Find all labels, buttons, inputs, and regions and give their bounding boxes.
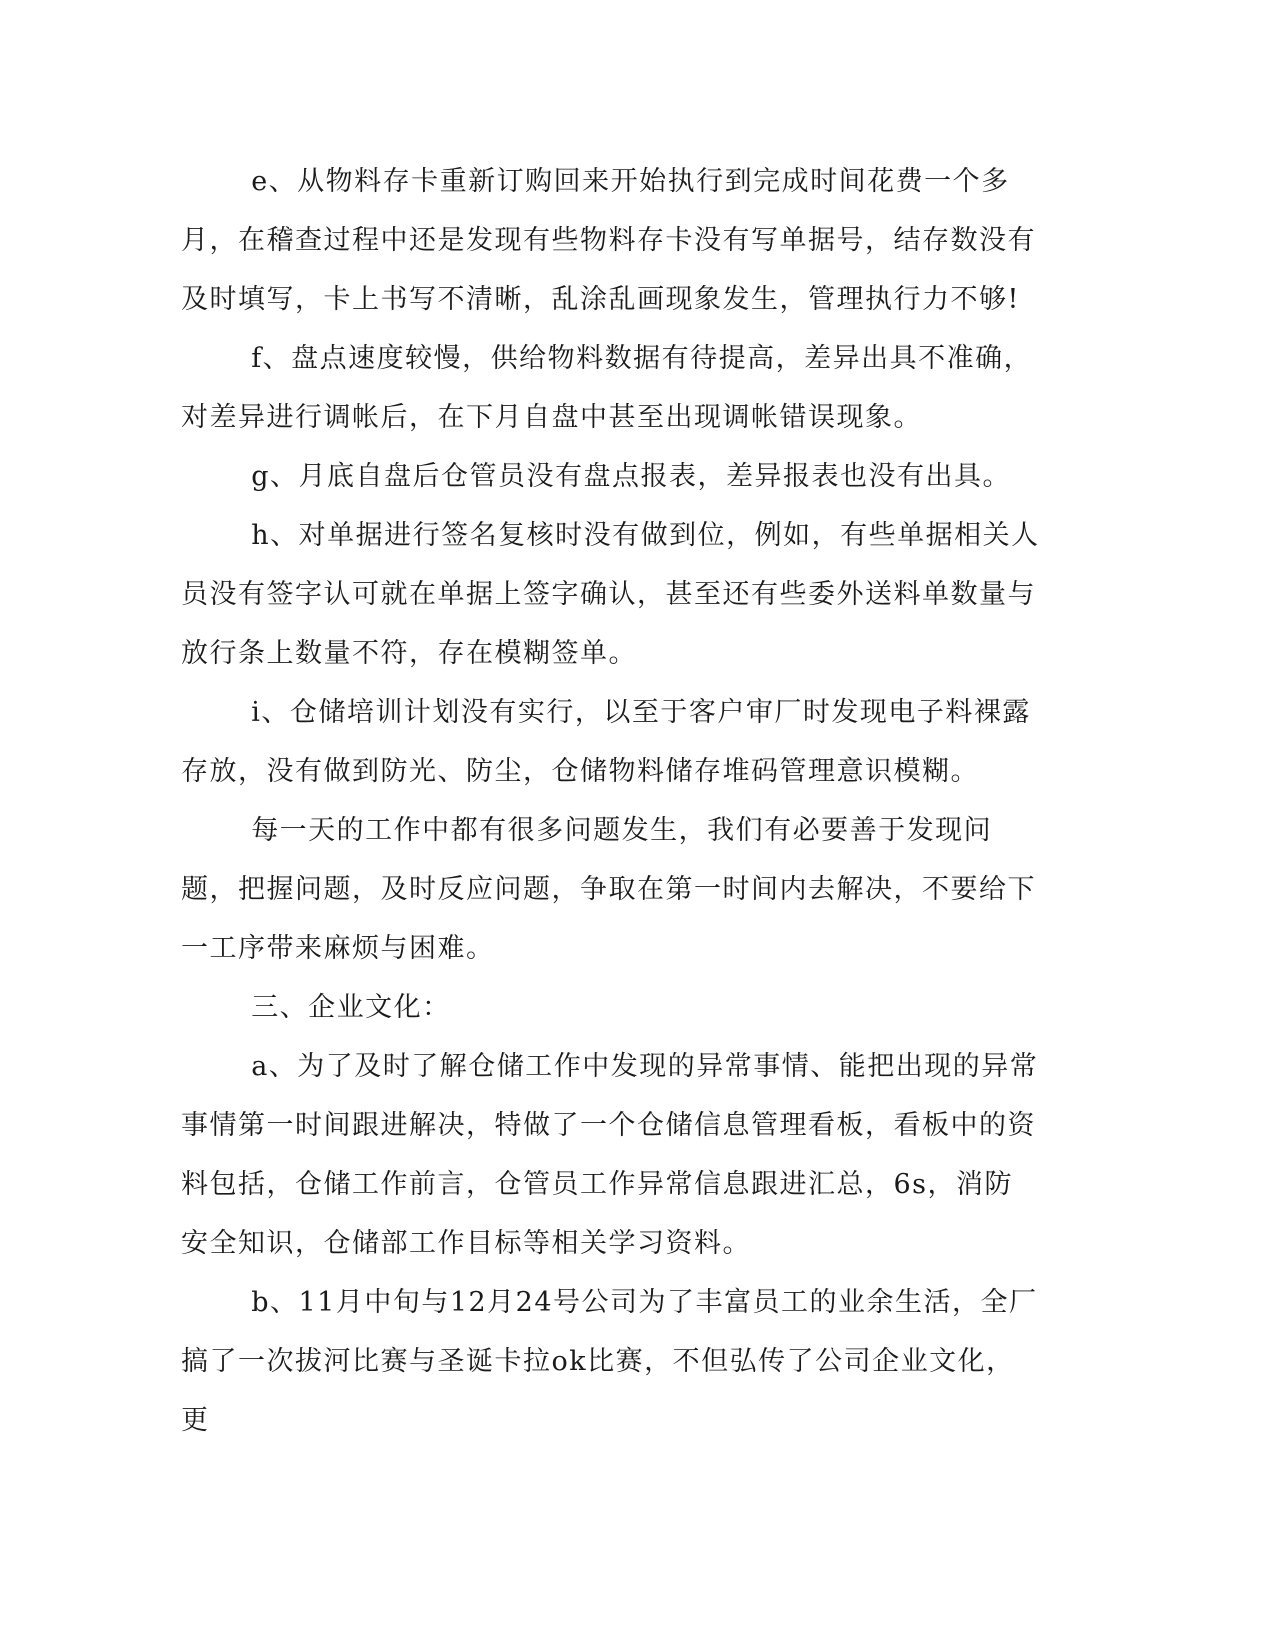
- paragraph-f: f、盘点速度较慢，供给物料数据有待提高，差异出具不准确，对差异进行调帐后，在下月自盘中甚至出现调帐错误现象。: [181, 343, 1033, 433]
- paragraph-h: h、对单据进行签名复核时没有做到位，例如，有些单据相关人员没有签字认可就在单据上签字确认，甚至还有些委外送料单数量与放行条上数量不符，存在模糊签单。: [181, 520, 1040, 669]
- paragraph-summary: 每一天的工作中都有很多问题发生，我们有必要善于发现问题，把握问题，及时反应问题，争取在第一时间内去解决，不要给下一工序带来麻烦与困难。: [181, 815, 1036, 964]
- paragraph-e: e、从物料存卡重新订购回来开始执行到完成时间花费一个多月，在稽查过程中还是发现有些物料存卡没有写单据号，结存数没有及时填写，卡上书写不清晰，乱涂乱画现象发生，管理执行力不够!: [181, 166, 1036, 315]
- paragraph-b: b、11月中旬与12月24号公司为了丰富员工的业余生活，全厂搞了一次拔河比赛与圣诞卡拉ok比赛，不但弘传了公司企业文化，更: [181, 1287, 1038, 1436]
- paragraph-i: i、仓储培训计划没有实行，以至于客户审厂时发现电子料裸露存放，没有做到防光、防尘，仓储物料储存堆码管理意识模糊。: [181, 697, 1031, 787]
- section-heading-corporate-culture: 三、企业文化：: [251, 992, 451, 1023]
- document-body: [181, 152, 1041, 1450]
- paragraph-g: g、月底自盘后仓管员没有盘点报表，差异报表也没有出具。: [251, 461, 1011, 492]
- paragraph-a: a、为了及时了解仓储工作中发现的异常事情、能把出现的异常事情第一时间跟进解决，特做了一个仓储信息管理看板，看板中的资料包括，仓储工作前言，仓管员工作异常信息跟进汇总，6s，消防安全知识，仓储部工作目标等相关学习资料。: [181, 1051, 1039, 1259]
